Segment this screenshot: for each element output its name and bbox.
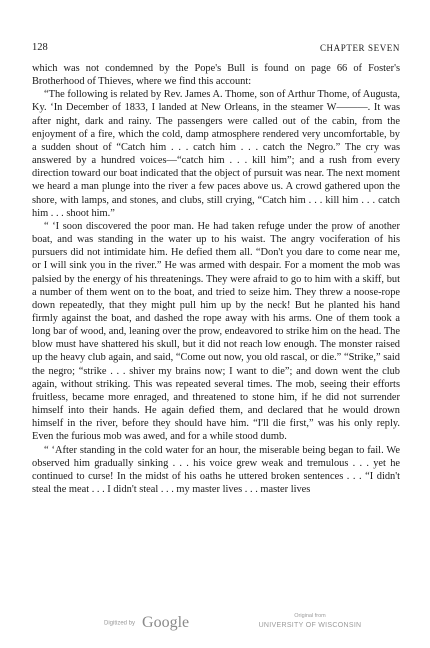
paragraph-3 xyxy=(32,220,400,444)
paragraph-1 xyxy=(32,62,400,88)
running-head xyxy=(32,41,400,55)
original-from-label: Original from xyxy=(294,613,326,619)
page-number: 128 xyxy=(32,42,48,53)
google-logo: Google xyxy=(142,614,190,632)
chapter-heading: CHAPTER SEVEN xyxy=(319,43,400,53)
paragraph-1-text: which was not condemned by the Pope's Bull is found on page 66 of Foster's Brotherhood of Thieves, where we find this account: xyxy=(32,63,400,88)
digitized-by-google-watermark xyxy=(104,614,189,632)
body-text xyxy=(32,62,400,496)
paragraph-2 xyxy=(32,88,400,220)
digitized-by-label: Digitized by xyxy=(104,620,136,627)
paragraph-2-text: “The following is related by Rev. James A. Thome, son of Arthur Thome, of Augusta, Ky. ‘In December of 1833, I landed at New Orleans, in the steamer W———. It was after night, dark and rainy. The passengers were called out of the cabin, from the enjoyment of a fire, which the cold, damp atmosphere rendered very uncomfortable, by a sudden shout of “Catch him . . . catch him . . . catch the Negro.” The cry was answered by a hundred voices—“catch him . . . kill him”; and a rush from every direction toward our boat indicated that the object of pursuit was near. The next moment we heard a man plunge into the river a few paces above us. A crowd gathered upon the shore, with lamps, and stones, and clubs, still crying, “Catch him . . . kill him . . . catch him . . . shoot him.” xyxy=(32,89,400,219)
digitization-footer xyxy=(0,610,430,640)
paragraph-3-text: “ ‘I soon discovered the poor man. He had taken refuge under the prow of another boat, and was standing in the water up to his waist. The angry vociferation of his pursuers did not intimidate him. He defied them all. “Don't you dare to come near me, or I will sink you in the river.” He was armed with despair. For a moment the mob was palsied by the energy of his threatenings. They were afraid to go to him with a skiff, but a number of them went on to the boat, and tried to seize him. They threw a noose-rope down repeatedly, that they might pull him up by the neck! But he planted his hand firmly against the boat, and dashed the rope away with his arms. One of them took a long bar of wood, and, leaning over the prow, endeavored to strike him on the head. The blow must have shattered his skull, but it did not reach low enough. The monster raised up the heavy club again, and said, “Come out now, you old rascal, or die.” “Strike,” said the negro; “strike . . . shiver my brains now; I want to die”; and down went the club again, without striking. This was repeated several times. The mob, seeing their efforts fruitless, became more enraged, and threatened to stone him, if he did not surrender himself into their hands. He again defied them, and declared that he would drown himself in the river, before they should have him. “I'll die first,” was his only reply. Even the furious mob was awed, and for a while stood dumb. xyxy=(32,220,400,443)
original-source-name: UNIVERSITY OF WISCONSIN xyxy=(258,622,362,629)
original-source-watermark xyxy=(250,612,370,630)
paragraph-4 xyxy=(32,444,400,497)
paragraph-4-text: “ ‘After standing in the cold water for an hour, the miserable being began to fail. We observed him gradually sinking . . . his voice grew weak and tremulous . . . yet he continued to curse! In the midst of his oaths he uttered broken sentences . . . “I didn't steal the meat . . . I didn't steal . . . my master lives . . . master lives xyxy=(32,444,400,495)
